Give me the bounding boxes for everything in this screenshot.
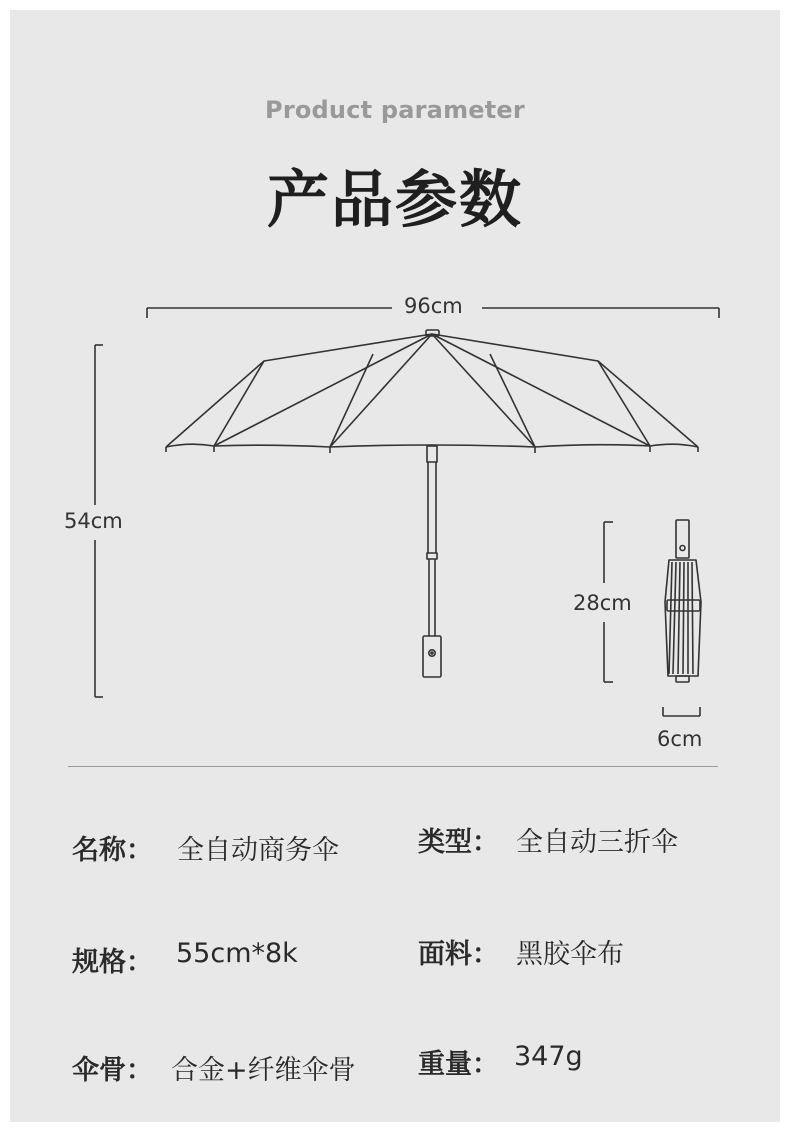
param-label: 重量： <box>418 1049 499 1080</box>
subtitle-english: Product parameter <box>265 96 525 124</box>
page-title: 产品参数 <box>266 163 523 236</box>
param-value: 合金+纤维伞骨 <box>171 1055 356 1086</box>
open-umbrella-icon <box>166 330 698 677</box>
param-value: 全自动三折伞 <box>516 827 678 858</box>
param-value: 全自动商务伞 <box>177 835 339 866</box>
folded-width-dimension-line <box>663 707 700 716</box>
param-value: 黑胶伞布 <box>516 939 624 970</box>
param-label: 类型： <box>418 827 499 858</box>
folded-width-label: 6cm <box>657 727 703 751</box>
param-value: 55cm*8k <box>176 938 298 969</box>
folded-length-label: 28cm <box>573 591 632 615</box>
param-label: 规格： <box>72 947 153 978</box>
width-label: 96cm <box>404 294 463 318</box>
folded-umbrella-icon <box>665 520 701 682</box>
divider <box>68 766 718 767</box>
param-label: 面料： <box>418 939 499 970</box>
param-value: 347g <box>514 1041 583 1072</box>
param-label: 名称： <box>72 835 153 866</box>
height-label: 54cm <box>64 509 123 533</box>
param-label: 伞骨： <box>72 1055 153 1086</box>
